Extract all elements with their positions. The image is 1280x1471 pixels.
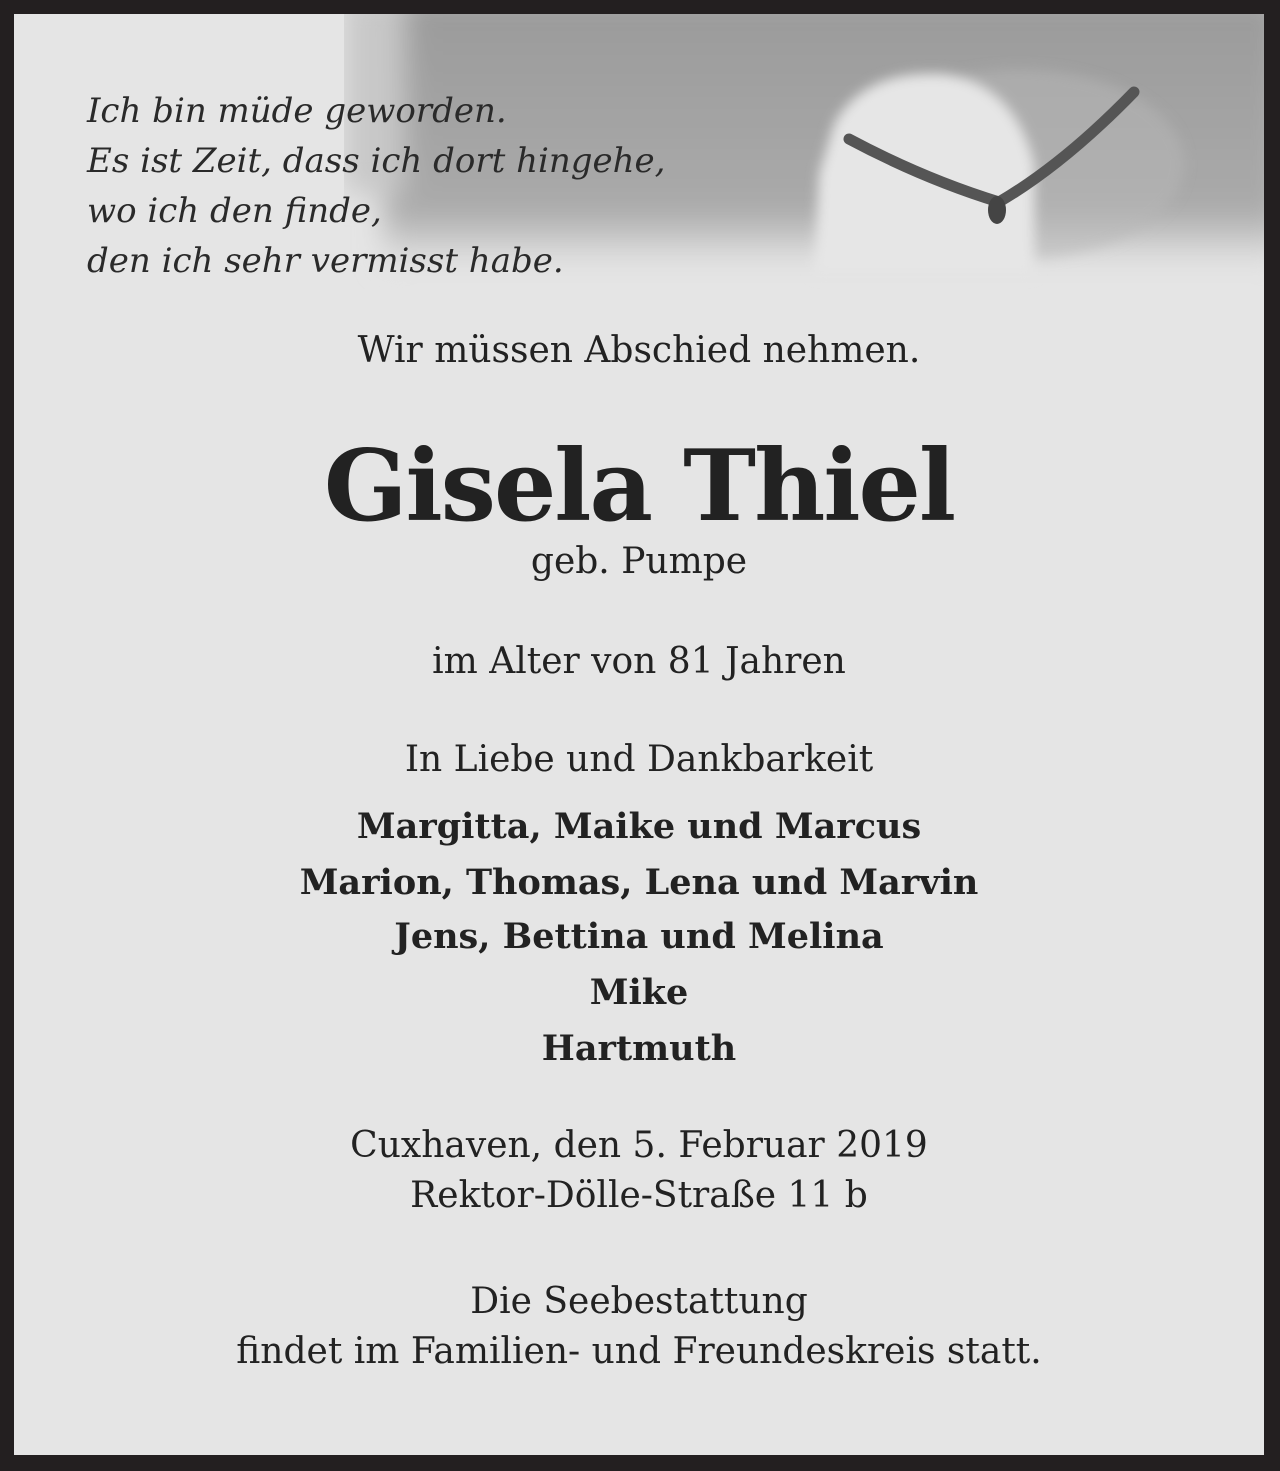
deceased-name: Gisela Thiel (323, 429, 955, 544)
poem-line: den ich sehr vermisst habe. (87, 241, 564, 281)
dedication-text: In Liebe und Dankbarkeit (404, 739, 874, 780)
poem-line: Es ist Zeit, dass ich dort hingehe, (87, 141, 666, 181)
age-text: im Alter von 81 Jahren (432, 641, 846, 682)
mourner-line: Margitta, Maike und Marcus (356, 806, 922, 847)
mourner-line: Jens, Bettina und Melina (394, 916, 884, 957)
maiden-name: geb. Pumpe (530, 541, 748, 582)
intro-text: Wir müssen Abschied nehmen. (357, 330, 921, 371)
mourner-line: Mike (589, 972, 689, 1013)
poem (87, 86, 665, 286)
burial-line: findet im Familien- und Freundeskreis statt. (236, 1331, 1042, 1372)
poem-line: wo ich den finde, (87, 191, 382, 231)
burial-line: Die Seebestattung (470, 1281, 808, 1322)
place-date: Cuxhaven, den 5. Februar 2019 (350, 1125, 928, 1166)
mourner-line: Hartmuth (541, 1028, 737, 1069)
mourner-line: Marion, Thomas, Lena und Marvin (299, 862, 979, 903)
address: Rektor-Dölle-Straße 11 b (410, 1175, 868, 1216)
obituary-card (14, 14, 1264, 1455)
poem-line: Ich bin müde geworden. (87, 91, 507, 131)
